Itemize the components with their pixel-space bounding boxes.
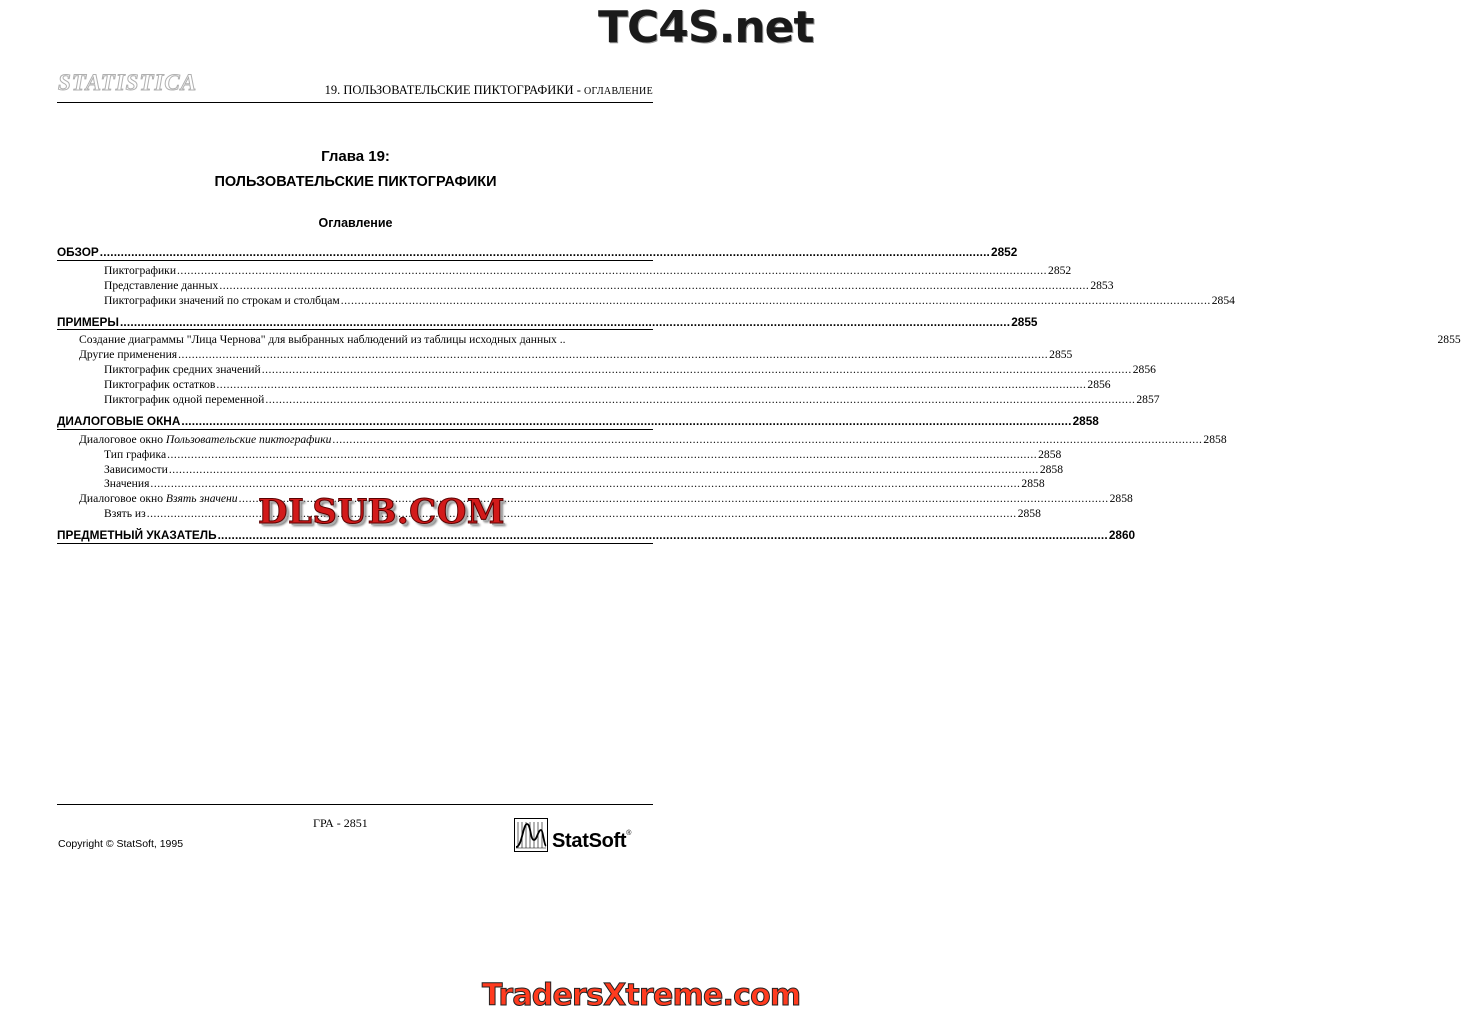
toc-entry-text: Значения — [104, 477, 150, 491]
dot-leader — [265, 393, 1135, 408]
dot-leader — [181, 414, 1071, 429]
toc-page-number: 2860 — [1108, 528, 1136, 543]
toc-heading: Оглавление — [318, 216, 393, 230]
toc-entry-text: Пиктографик средних значений — [104, 363, 261, 377]
toc-entry-text: Пиктографик одной переменной — [104, 393, 265, 407]
dot-leader — [332, 433, 1202, 448]
toc-entry-title — [79, 333, 566, 348]
dot-leader — [341, 294, 1211, 309]
toc-page-number: 2858 — [1109, 492, 1133, 506]
toc-entry-title — [104, 279, 218, 294]
section-gap — [57, 544, 653, 547]
chapter-title: ПОЛЬЗОВАТЕЛЬСКИЕ ПИКТОГРАФИКИ — [214, 174, 497, 190]
dot-leader — [150, 477, 1020, 492]
toc-section-entry[interactable] — [57, 245, 1018, 260]
toc-entry-title — [104, 463, 168, 478]
running-header-section: ОГЛАВЛЕНИЕ — [584, 86, 653, 97]
watermark-tradersxtreme: TradersXtreme.com — [482, 978, 801, 1013]
toc-entry[interactable] — [57, 393, 1160, 408]
toc-entry-text: Диалоговое окно — [79, 432, 166, 446]
toc-entry-title — [79, 433, 331, 448]
running-header — [325, 83, 653, 98]
toc-page-number: 2858 — [1072, 413, 1099, 428]
dot-leader — [100, 245, 990, 260]
toc-entry-italic: Пользовательские пиктографики — [165, 432, 332, 446]
toc-entry-text: ДИАЛОГОВЫЕ ОКНА — [57, 413, 181, 428]
toc-entry[interactable] — [57, 263, 1072, 279]
statsoft-chart-icon — [514, 818, 548, 852]
toc-page-number: 2858 — [1017, 507, 1041, 521]
toc-entry-text: ПРИМЕРЫ — [57, 314, 119, 329]
toc-page-number: 2858 — [1203, 432, 1227, 446]
chapter-number: Глава 19: — [321, 148, 390, 165]
toc-page-number: 2855 — [1049, 348, 1073, 362]
toc-entry-text: Взять из — [104, 507, 146, 521]
toc-page-number: 2855 — [1437, 333, 1461, 347]
running-header-title: 19. ПОЛЬЗОВАТЕЛЬСКИЕ ПИКТОГРАФИКИ - — [324, 83, 584, 97]
toc-page-number: 2853 — [1090, 278, 1114, 292]
toc-page-number: 2852 — [1048, 263, 1072, 277]
dot-leader — [178, 348, 1048, 363]
toc-entry-italic: Взять значени — [165, 492, 238, 506]
toc-entry[interactable] — [57, 462, 1064, 478]
toc-entry-title — [104, 477, 149, 492]
statsoft-logo — [514, 818, 654, 856]
toc-entry-text: Создание диаграммы "Лица Чернова" для выбранных наблюдений из таблицы исходных данных .. — [79, 333, 566, 347]
toc-entry-text: Зависимости — [104, 462, 168, 476]
toc-entry-text: Пиктографики значений по строкам и столбцам — [104, 293, 340, 307]
toc-entry-title — [57, 245, 99, 260]
toc-entry-title — [104, 448, 166, 463]
toc-page-number: 2857 — [1136, 393, 1160, 407]
toc-entry-title — [104, 393, 264, 408]
toc-entry-title — [104, 378, 215, 393]
toc-entry-title — [57, 414, 180, 429]
toc-entry[interactable] — [57, 278, 1114, 294]
dot-leader — [167, 448, 1037, 463]
toc-entry-text: Тип графика — [104, 447, 167, 461]
toc-page-number: 2856 — [1087, 378, 1111, 392]
toc-entry-text: ПРЕДМЕТНЫЙ УКАЗАТЕЛЬ — [57, 528, 217, 543]
toc-entry-text: Диалоговое окно — [79, 492, 166, 506]
toc-entry-text: Пиктографики — [104, 263, 177, 277]
toc-section-entry[interactable] — [57, 413, 1099, 429]
toc-entry[interactable] — [57, 348, 1073, 363]
toc-entry-title — [79, 348, 177, 363]
toc-entry-title — [104, 294, 340, 309]
toc-entry[interactable] — [57, 293, 1235, 309]
toc-entry-text: ОБЗОР — [57, 245, 99, 259]
statsoft-name: StatSoft — [552, 830, 627, 852]
toc-entry-title — [104, 507, 146, 522]
toc-page-number: 2852 — [991, 245, 1018, 259]
watermark-tc4s: TC4S.net — [598, 2, 814, 53]
toc-entry-title — [57, 315, 119, 330]
dot-leader — [120, 315, 1010, 330]
watermark-dlsub: DLSUB.COM — [258, 492, 505, 532]
toc-page-number: 2854 — [1211, 293, 1235, 307]
toc-entry[interactable] — [57, 447, 1062, 463]
toc-page-number: 2858 — [1039, 462, 1064, 476]
statsoft-wordmark — [552, 830, 631, 853]
toc-entry-text: Другие применения — [79, 348, 178, 362]
copyright-notice: Copyright © StatSoft, 1995 — [58, 838, 184, 850]
dot-leader — [219, 279, 1089, 294]
dot-leader — [177, 264, 1047, 279]
toc-entry-title — [57, 528, 217, 543]
statistica-logo: STATISTICA — [58, 70, 198, 95]
page-number: ГРА - 2851 — [313, 816, 368, 830]
toc-entry[interactable] — [57, 363, 1156, 378]
toc-page-number: 2855 — [1011, 314, 1038, 329]
toc-entry[interactable] — [57, 432, 1227, 448]
toc-page-number: 2858 — [1021, 477, 1045, 491]
dot-leader — [169, 463, 1039, 478]
toc-section-entry[interactable] — [57, 314, 1038, 330]
toc-entry-title — [79, 492, 238, 507]
toc-entry[interactable] — [57, 378, 1111, 393]
dot-leader — [216, 378, 1086, 393]
toc-page-number: 2858 — [1038, 447, 1062, 461]
toc-entry-title — [104, 264, 176, 279]
footer-rule — [57, 804, 653, 805]
toc-entry[interactable] — [57, 333, 1461, 348]
toc-entry[interactable] — [57, 477, 1045, 492]
dot-leader — [262, 363, 1132, 378]
registered-mark: ® — [626, 830, 632, 837]
toc-page-number: 2856 — [1132, 363, 1156, 377]
header-rule — [57, 102, 653, 103]
toc-entry-title — [104, 363, 261, 378]
toc-entry-text: Пиктографик остатков — [104, 378, 216, 392]
toc-entry-text: Представление данных — [104, 278, 219, 292]
